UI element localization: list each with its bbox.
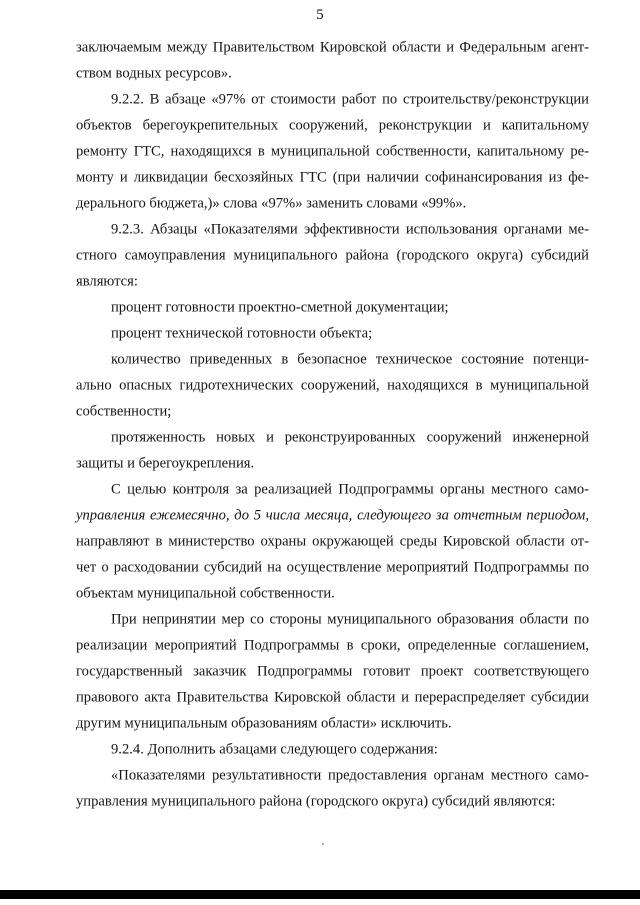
text-line: другим муниципальным образованиям области» исключить. (76, 715, 452, 732)
scan-bottom-edge (0, 890, 640, 899)
text-line: объектов берегоукрепительных сооружений, реконструкции и капитальному (76, 117, 589, 134)
scan-speck (322, 843, 324, 845)
text-line: монту и ликвидации бесхозяйных ГТС (при наличии софинансирования из фе- (76, 169, 589, 186)
text-line: количество приведенных в безопасное техническое состояние потенци- (111, 351, 589, 368)
text-line: «Показателями результативности предоставления органам местного само- (111, 767, 589, 784)
text-line: управления ежемесячно, до 5 числа месяца, следующего за отчетным периодом, (76, 507, 589, 524)
text-line: реализации мероприятий Подпрограммы в сроки, определенные соглашением, (76, 637, 589, 654)
text-line: ремонту ГТС, находящихся в муниципальной собственности, капитальному ре- (76, 143, 589, 160)
text-line: ством водных ресурсов». (76, 65, 232, 82)
text-line: объектам муниципальной собственности. (76, 585, 335, 602)
text-line: являются: (76, 273, 138, 290)
text-line: правового акта Правительства Кировской области и перераспределяет субсидии (76, 689, 589, 706)
text-line: собственности; (76, 403, 172, 420)
text-line: управления муниципального района (городского округа) субсидий являются: (76, 793, 556, 810)
text-line: 9.2.4. Дополнить абзацами следующего содержания: (111, 741, 438, 758)
text-line: государственный заказчик Подпрограммы готовит проект соответствующего (76, 663, 589, 680)
text-line: 9.2.2. В абзаце «97% от стоимости работ по строительству/реконструкции (111, 91, 589, 108)
text-line: чет о расходовании субсидий на осуществление мероприятий Подпрограммы по (76, 559, 589, 576)
text-line: протяженность новых и реконструированных сооружений инженерной (111, 429, 589, 446)
text-line: 9.2.3. Абзацы «Показателями эффективности использования органами ме- (111, 221, 589, 238)
page-number: 5 (316, 7, 324, 23)
text-line: стного самоуправления муниципального района (городского округа) субсидий (76, 247, 589, 264)
text-line: При непринятии мер со стороны муниципального образования области по (111, 611, 589, 628)
text-line: дерального бюджета,)» слова «97%» заменить словами «99%». (76, 195, 467, 212)
text-line: ально опасных гидротехнических сооружений, находящихся в муниципальной (76, 377, 589, 394)
text-line: процент технической готовности объекта; (111, 325, 373, 342)
text-line: направляют в министерство охраны окружающей среды Кировской области от- (76, 533, 589, 550)
text-line: С целью контроля за реализацией Подпрограммы органы местного само- (111, 481, 589, 498)
text-line: процент готовности проектно-сметной документации; (111, 299, 449, 316)
text-line: заключаемым между Правительством Кировской области и Федеральным агент- (76, 39, 589, 56)
text-line: защиты и берегоукрепления. (76, 455, 255, 472)
